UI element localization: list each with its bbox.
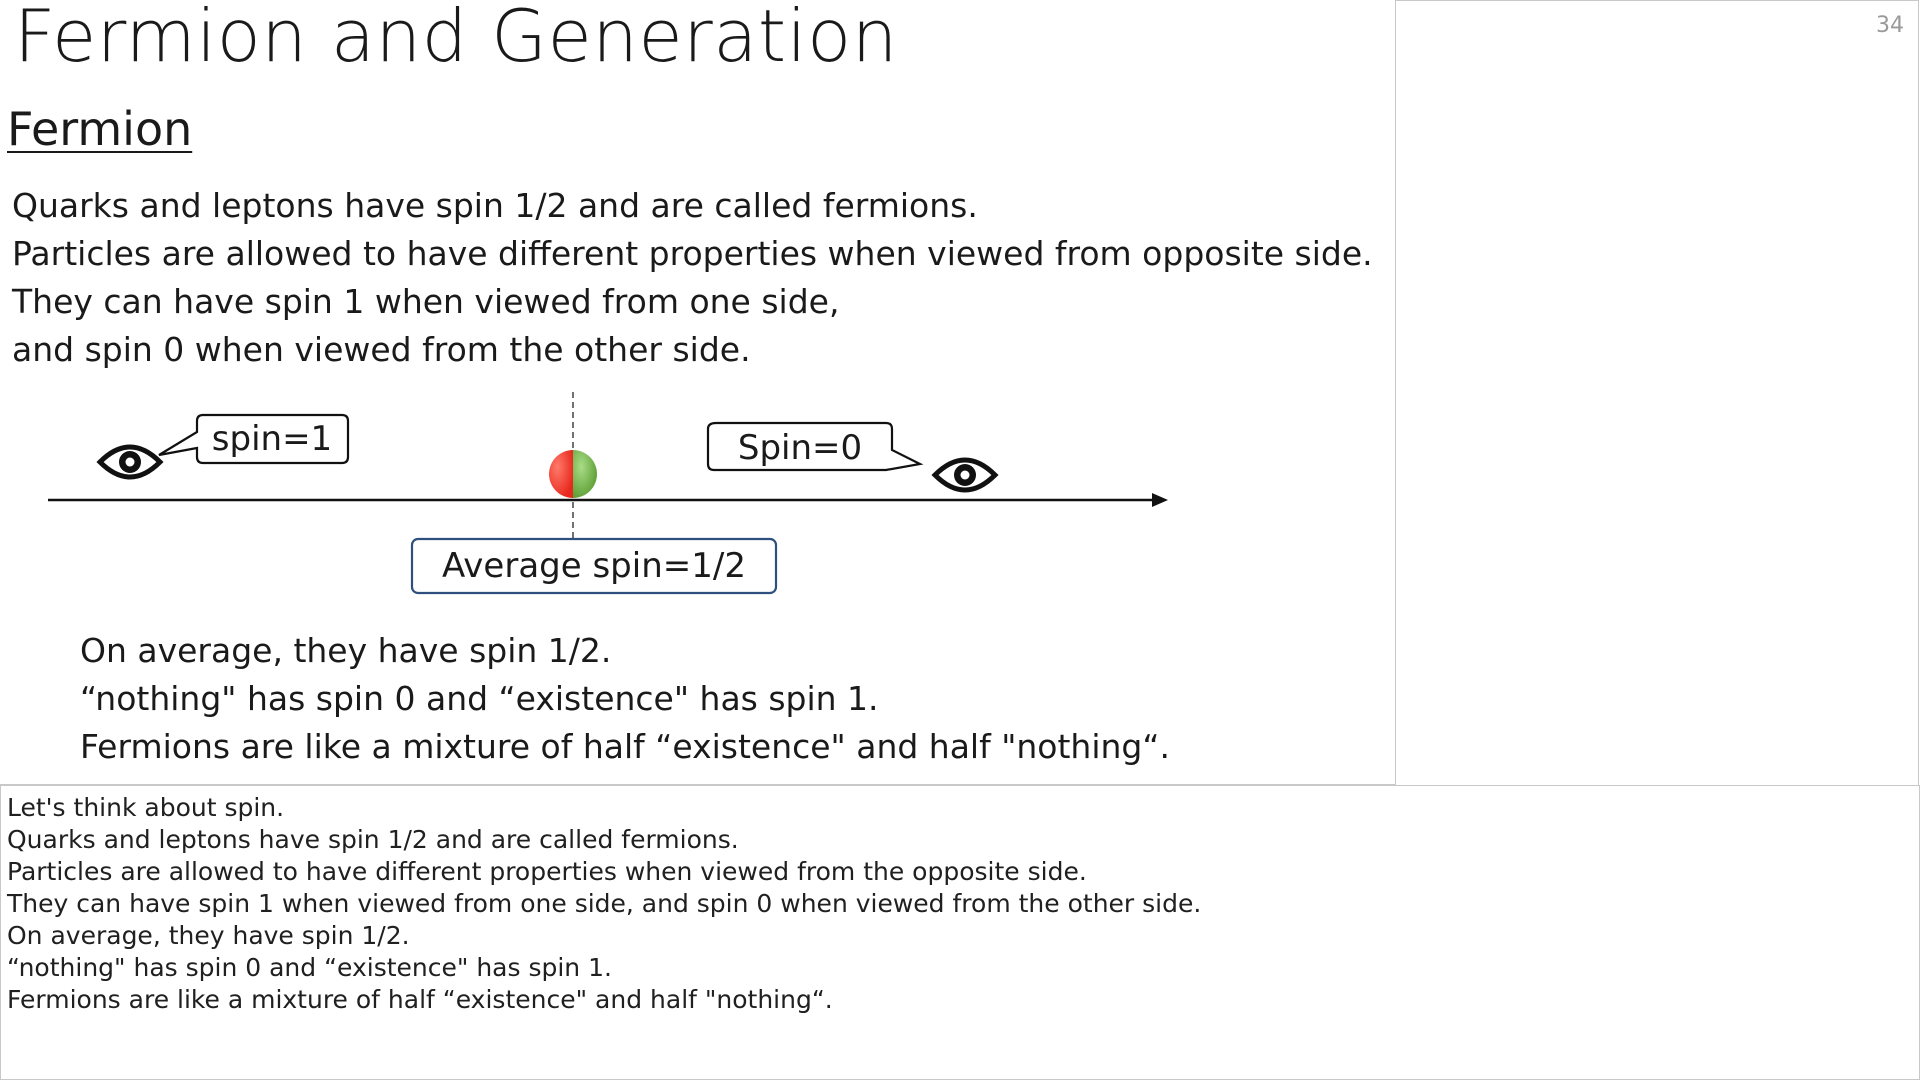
summary-line: On average, they have spin 1/2.: [80, 631, 612, 670]
body-line: Quarks and leptons have spin 1/2 and are called fermions.: [12, 186, 978, 225]
eye-icon: [100, 447, 160, 477]
note-line: Quarks and leptons have spin 1/2 and are called fermions.: [7, 825, 739, 854]
note-line: Fermions are like a mixture of half “existence" and half "nothing“.: [7, 985, 833, 1014]
speaker-notes-panel[interactable]: [0, 785, 1920, 1080]
left-callout-text: spin=1: [211, 419, 333, 459]
fermion-particle: [549, 450, 597, 498]
section-heading: Fermion: [7, 102, 193, 156]
average-spin-box: [412, 539, 776, 593]
body-line: Particles are allowed to have different properties when viewed from opposite side.: [12, 234, 1373, 273]
right-callout-text: Spin=0: [737, 428, 863, 468]
eye-icon: [935, 460, 995, 490]
summary-line: “nothing" has spin 0 and “existence" has spin 1.: [80, 679, 879, 718]
slide-title: Fermion and Generation: [14, 0, 898, 78]
average-spin-text: Average spin=1/2: [442, 546, 746, 586]
left-spin-callout: [159, 415, 348, 463]
spin-diagram: [0, 380, 1200, 610]
axis-arrowhead: [1152, 493, 1168, 507]
page-number: 34: [1876, 13, 1904, 38]
note-line: On average, they have spin 1/2.: [7, 921, 410, 950]
note-line: They can have spin 1 when viewed from one side, and spin 0 when viewed from the other side.: [7, 889, 1202, 918]
body-line: They can have spin 1 when viewed from one side,: [12, 282, 840, 321]
note-line: Particles are allowed to have different properties when viewed from the opposite side.: [7, 857, 1087, 886]
right-spin-callout: [708, 423, 920, 470]
note-line: Let's think about spin.: [7, 793, 285, 822]
note-line: “nothing" has spin 0 and “existence" has spin 1.: [7, 953, 612, 982]
side-panel: [1396, 0, 1919, 785]
summary-line: Fermions are like a mixture of half “existence" and half "nothing“.: [80, 727, 1170, 766]
body-line: and spin 0 when viewed from the other side.: [12, 330, 751, 369]
